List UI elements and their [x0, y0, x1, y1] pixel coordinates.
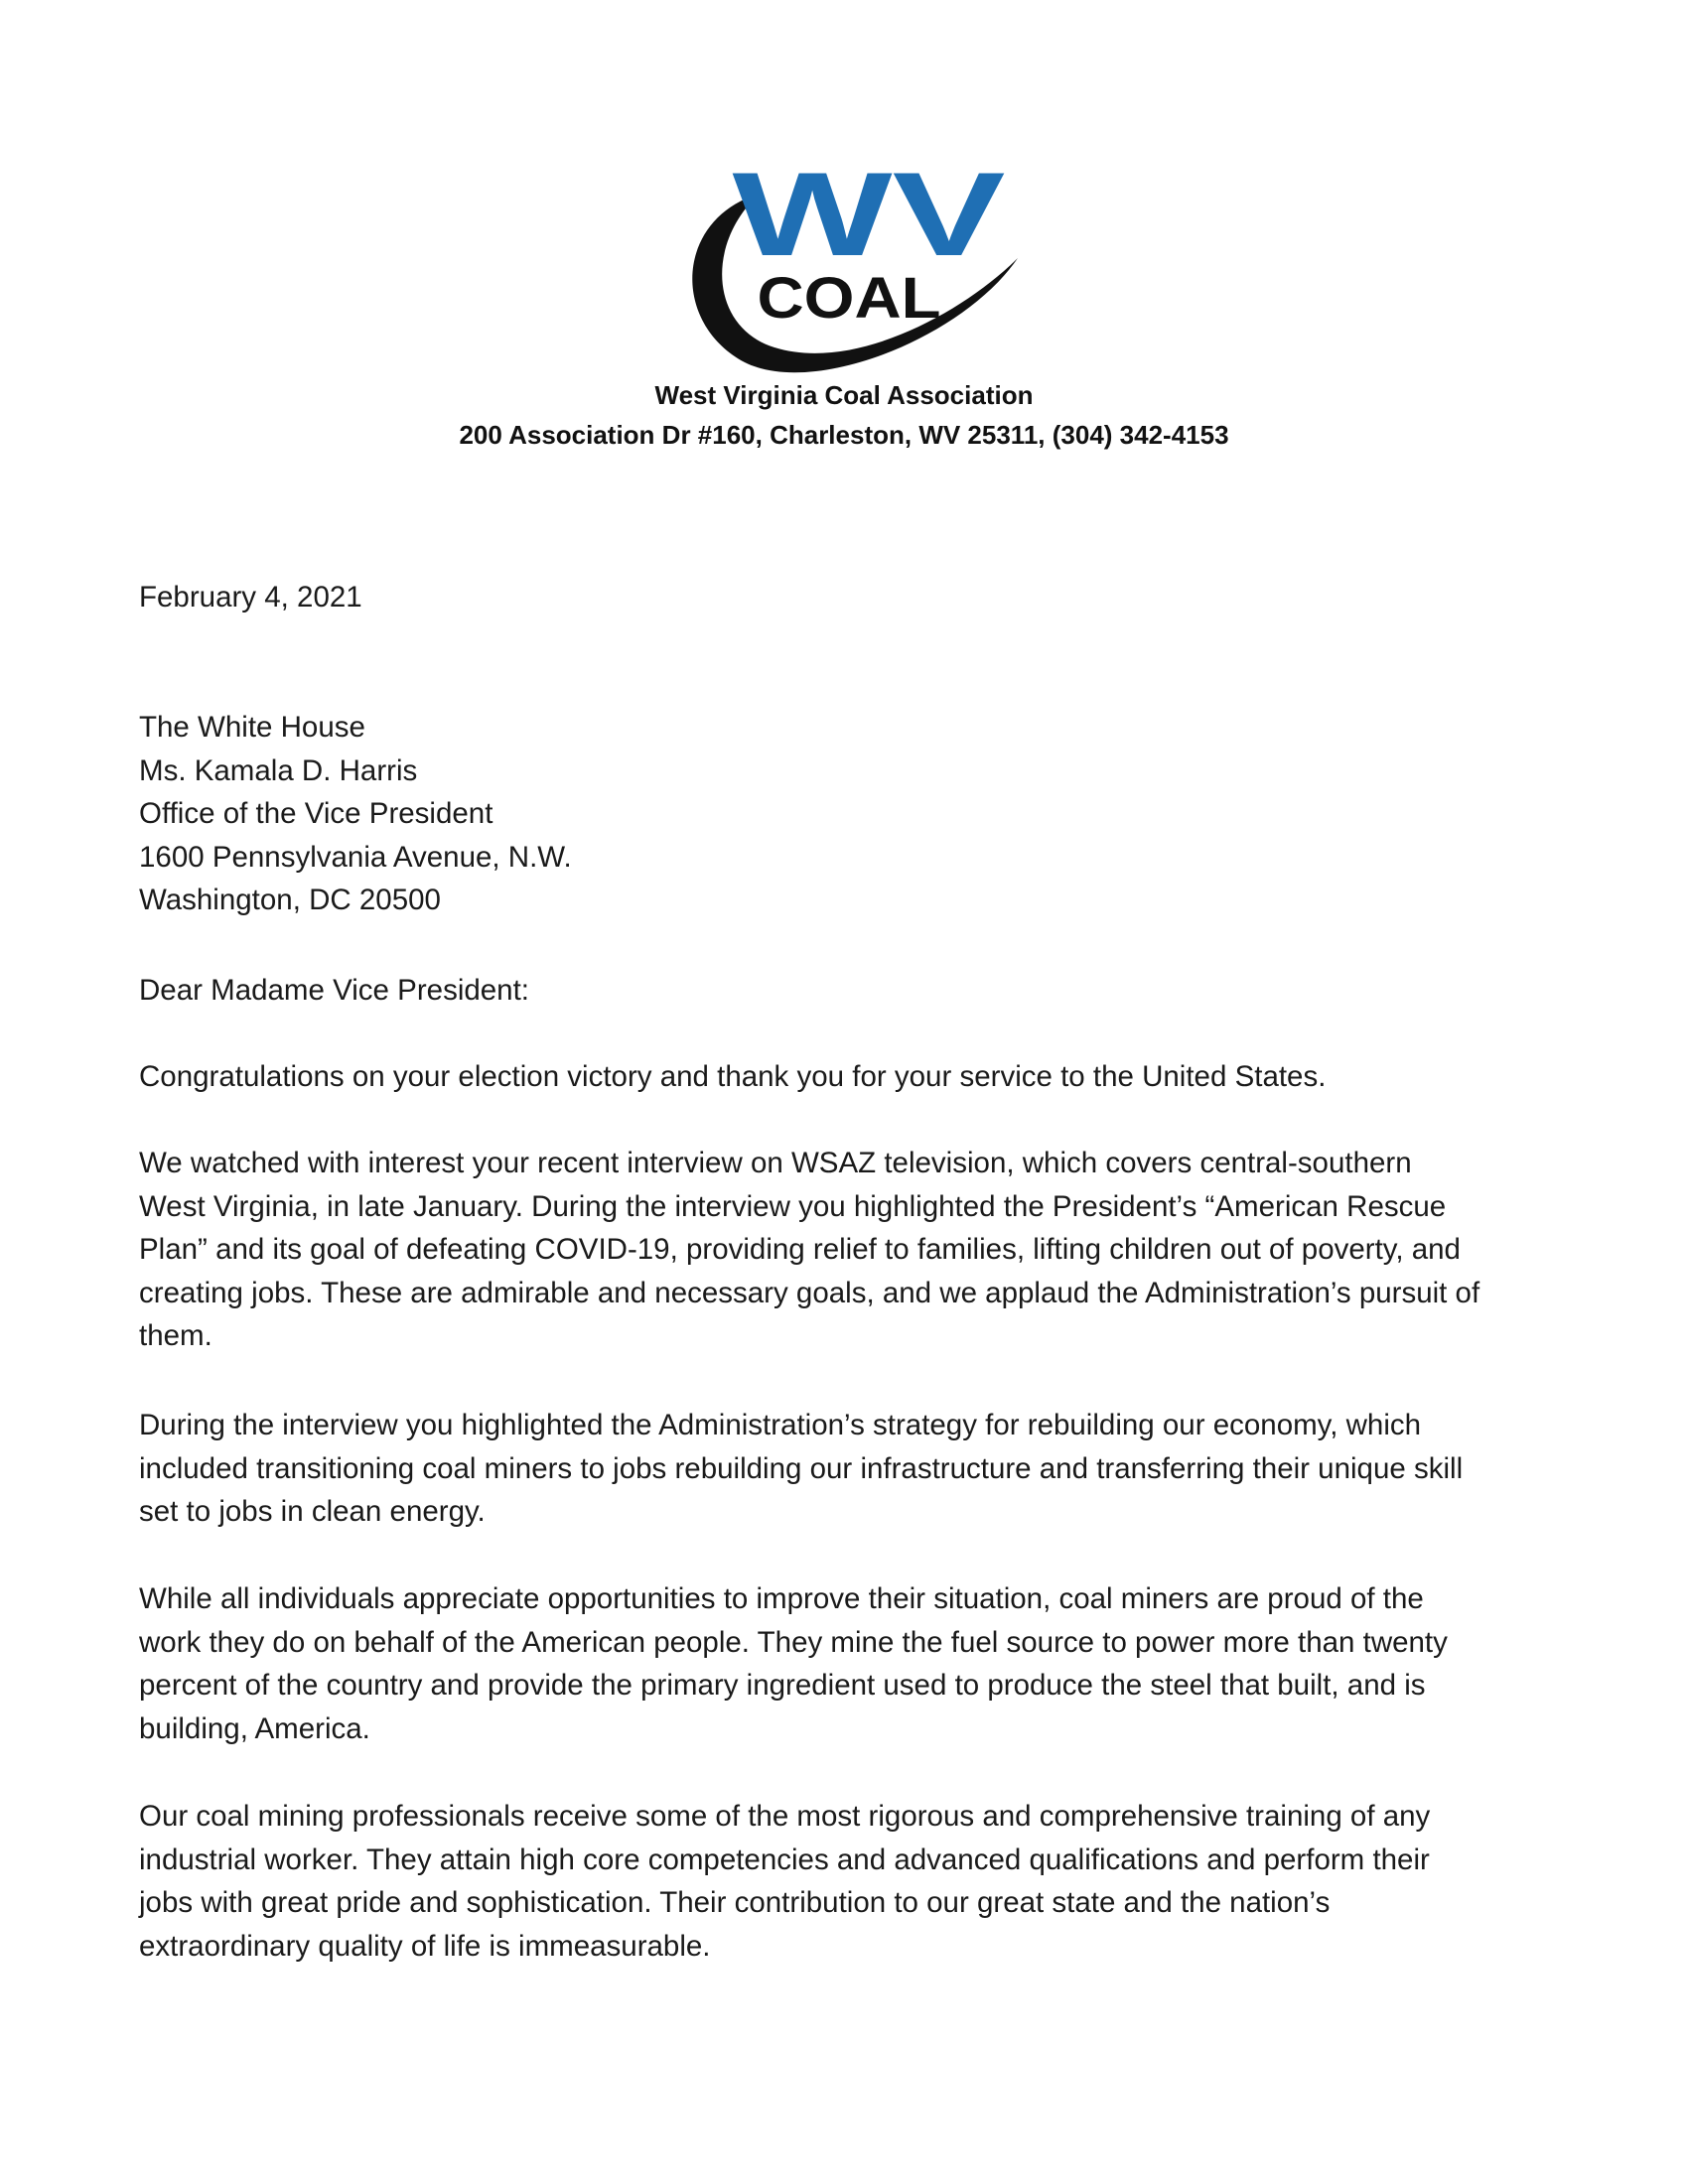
recipient-line: Washington, DC 20500	[139, 884, 441, 916]
recipient-line: The White House	[139, 711, 365, 744]
paragraph-training	[139, 1795, 1559, 1968]
paragraph-line: them.	[139, 1319, 212, 1352]
logo-coal-text: COAL	[757, 266, 941, 331]
paragraph-line: creating jobs. These are admirable and necessary goals, and we applaud the Administration’s pursuit of	[139, 1276, 1480, 1309]
paragraph-interview	[139, 1142, 1559, 1358]
recipient-line: 1600 Pennsylvania Avenue, N.W.	[139, 840, 572, 874]
organization-address: 200 Association Dr #160, Charleston, WV 25311, (304) 342-4153	[459, 420, 1229, 450]
paragraph-line: building, America.	[139, 1711, 370, 1745]
paragraph-line: work they do on behalf of the American people. They mine the fuel source to power more than twenty	[139, 1625, 1448, 1659]
paragraph-coal-miners	[139, 1577, 1559, 1750]
paragraph-line: included transitioning coal miners to jobs rebuilding our infrastructure and transferring their unique skill	[139, 1451, 1464, 1485]
paragraph-line: West Virginia, in late January. During the interview you highlighted the President’s “American Rescue	[139, 1189, 1447, 1223]
paragraph-line: During the interview you highlighted the Administration’s strategy for rebuilding our economy, which	[139, 1409, 1422, 1441]
paragraph-line: Plan” and its goal of defeating COVID-19, providing relief to families, lifting children out of poverty, and	[139, 1233, 1461, 1266]
logo-wv-text: WV	[732, 164, 1006, 281]
paragraph-line: Our coal mining professionals receive some of the most rigorous and comprehensive training of any	[139, 1800, 1431, 1833]
paragraph-line: We watched with interest your recent interview on WSAZ television, which covers central-southern	[139, 1147, 1412, 1179]
recipient-line: Ms. Kamala D. Harris	[139, 753, 418, 787]
paragraph-line: extraordinary quality of life is immeasurable.	[139, 1929, 711, 1963]
wv-coal-logo	[665, 164, 1023, 377]
paragraph-line: industrial worker. They attain high core competencies and advanced qualifications and perform their	[139, 1843, 1430, 1876]
recipient-line: Office of the Vice President	[139, 797, 493, 830]
organization-name: West Virginia Coal Association	[654, 380, 1034, 410]
paragraph-line: percent of the country and provide the primary ingredient used to produce the steel that built, and is	[139, 1669, 1426, 1702]
paragraph-strategy	[139, 1404, 1559, 1534]
letter-date: February 4, 2021	[139, 581, 362, 614]
recipient-block	[139, 706, 1559, 922]
paragraph-line: set to jobs in clean energy.	[139, 1495, 486, 1528]
salutation: Dear Madame Vice President:	[139, 974, 529, 1007]
paragraph-congratulations	[139, 1055, 1559, 1099]
paragraph-line: While all individuals appreciate opportunities to improve their situation, coal miners are proud of the	[139, 1582, 1424, 1615]
paragraph-line: Congratulations on your election victory and thank you for your service to the United States.	[139, 1060, 1327, 1093]
paragraph-line: jobs with great pride and sophistication. Their contribution to our great state and the nation’s	[139, 1886, 1331, 1919]
